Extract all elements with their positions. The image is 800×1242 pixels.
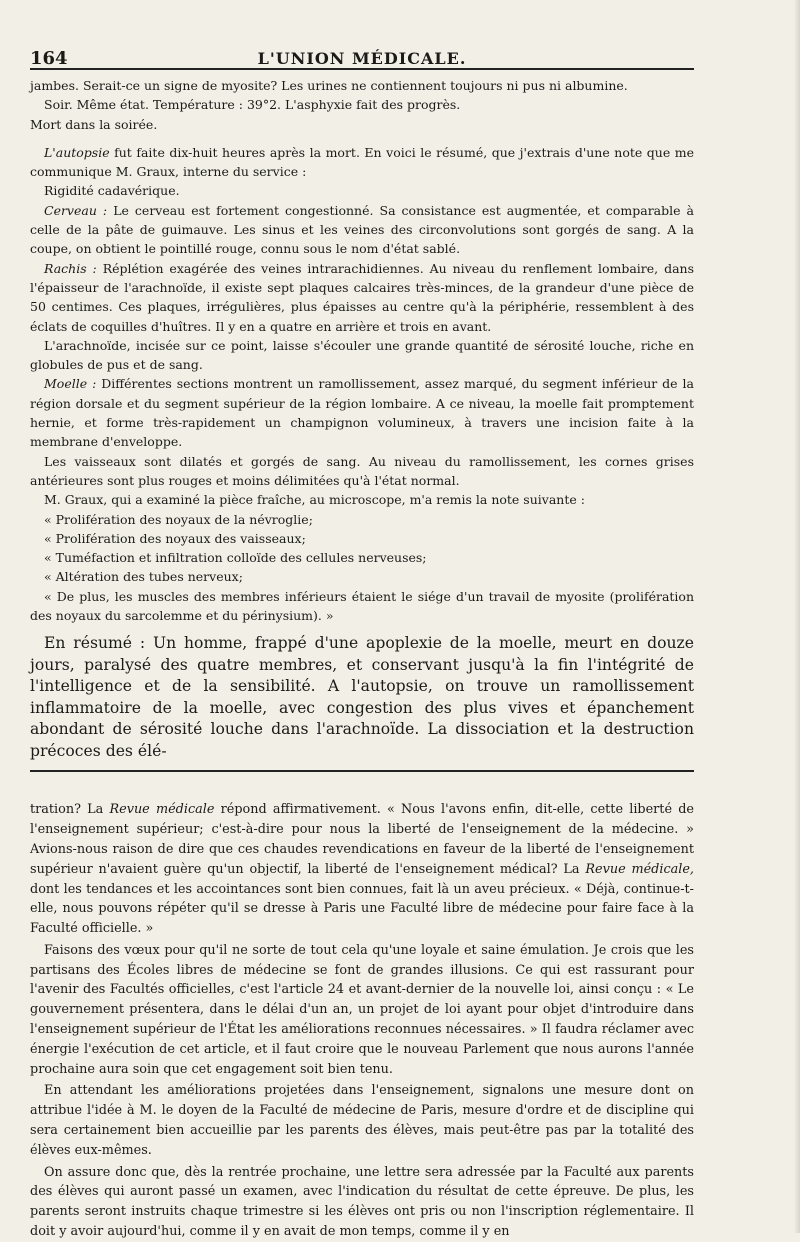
moelle-label: Moelle : xyxy=(44,376,97,392)
revue-text-b: répond affirmativement. « Nous l'avons enfin, dit-elle, cette liberté de l'enseignement supérieur; c'est-à-dire pour nous la liberté de l'enseignement de la médecine. » Avions-nous raison de dire que ces chaudes revendications en faveur de la liberté de l'enseignement supérieur n'avaient guère qu'un objectif, la liberté de l'enseignement médical? La xyxy=(30,802,694,877)
autopsie-label: L'autopsie xyxy=(44,144,110,160)
journal-title: L'UNION MÉDICALE. xyxy=(257,49,467,68)
paragraph-rachis xyxy=(30,259,694,336)
quote-line-5: « De plus, les muscles des membres inférieurs étaient le siége d'un travail de myosite (prolifération des noyaux du sarcolemme et du périnysium). » xyxy=(30,588,694,624)
revue-text-c: dont les tendances et les accointances sont bien connues, fait là un aveu précieux. « Déjà, continue-t-elle, nous pouvons répéter qu'il se dresse à Paris une Faculté libre de médecine pour faire face à la Faculté officielle. » xyxy=(30,881,694,937)
cerveau-label: Cerveau : xyxy=(44,202,108,218)
quote-line-4: « Altération des tubes nerveux; xyxy=(44,569,243,585)
revue-medicale-title-2: Revue médicale, xyxy=(585,861,694,877)
paragraph-graux: M. Graux, qui a examiné la pièce fraîche, au microscope, m'a remis la note suivante : xyxy=(44,492,585,508)
summary-text: En résumé : Un homme, frappé d'une apoplexie de la moelle, meurt en douze jours, paralysé des quatre membres, et conservant jusqu'à la fin l'intégrité de l'intelligence et de la sensibilité. A l'autopsie, on trouve un ramollissement inflammatoire de la moelle, avec congestion des plus vives et épanchement abondant de sérosité louche dans l'arachnoïde. La dissociation et la destruction précoces des élé- xyxy=(30,634,694,760)
paragraph-rentree: On assure donc que, dès la rentrée prochaine, une lettre sera adressée par la Faculté aux parents des élèves qui auront passé un examen, avec l'indication du résultat de cette épreuve. De plus, les parents seront instruits chaque trimestre si les élèves ont pris ou non l'inscription réglementaire. Il doit y avoir aujourd'hui, comme il y en avait de mon temps, comme il y en xyxy=(30,1164,694,1240)
paragraph-cerveau xyxy=(30,201,694,259)
paragraph-soir: Soir. Même état. Température : 39°2. L'asphyxie fait des progrès. xyxy=(44,97,461,113)
summary-section xyxy=(30,633,694,772)
paragraph-voeux: Faisons des vœux pour qu'il ne sorte de tout cela qu'une loyale et saine émulation. Je crois que les partisans des Écoles libres de médecine se font de grandes illusions. Ce qui est rassurant pour l'avenir des Facultés officielles, c'est l'article 24 et avant-dernier de la nouvelle loi, ainsi conçu : « Le gouvernement présentera, dans le délai d'un an, un projet de loi ayant pour objet d'introduire dans l'enseignement supérieur de l'État les améliorations reconnues nécessaires. » Il faudra réclamer avec énergie l'exécution de cet article, et il faut croire que le nouveau Parlement que nous aurons l'année prochaine aura soin que cet engagement soit bien tenu. xyxy=(30,942,694,1077)
quote-line-3: « Tuméfaction et infiltration colloïde des cellules nerveuses; xyxy=(44,550,427,566)
paragraph-mort: Mort dans la soirée. xyxy=(30,116,158,132)
paragraph-arachnoide: L'arachnoïde, incisée sur ce point, laisse s'écouler une grande quantité de sérosité louche, riche en globules de pus et de sang. xyxy=(30,337,694,373)
paragraph-revue xyxy=(30,800,694,939)
paragraph-rigidite: Rigidité cadavérique. xyxy=(44,183,180,199)
moelle-text: Différentes sections montrent un ramollissement, assez marqué, du segment inférieur de la région dorsale et du segment supérieur de la région lombaire. A ce niveau, la moelle fait promptement hernie, et forme très-rapidement un champignon volumineux, à travers une incision faite à la membrane d'enveloppe. xyxy=(30,376,694,450)
page-number: 164 xyxy=(30,48,68,69)
page xyxy=(30,44,694,1242)
cerveau-text: Le cerveau est fortement congestionné. Sa consistance est augmentée, et comparable à celle de la pâte de guimauve. Les sinus et les veines des circonvolutions sont gorgés de sang. A la coupe, on obtient le pointillé rouge, connu sous le nom d'état sablé. xyxy=(30,202,695,257)
rachis-text: Réplétion exagérée des veines intrarachidiennes. Au niveau du renflement lombaire, dans l'épaisseur de l'arachnoïde, il existe sept plaques calcaires très-minces, de la grandeur d'une pièce de 50 centimes. Ces plaques, irrégulières, plus épaisses au centre qu'à la périphérie, ressemblent à des éclats de coquilles d'huîtres. Il y en a quatre en arrière et trois en avant. xyxy=(30,260,694,334)
paragraph-vaisseaux: Les vaisseaux sont dilatés et gorgés de sang. Au niveau du ramollissement, les cornes grises antérieures sont plus rouges et moins délimitées qu'à l'état normal. xyxy=(30,453,694,488)
paragraph-ameliorations: En attendant les améliorations projetées dans l'enseignement, signalons une mesure dont on attribue l'idée à M. le doyen de la Faculté de médecine de Paris, mesure d'ordre et de discipline qui sera certainement bien accueillie par les parents des élèves, mais peut-être pas par la totalité des élèves eux-mêmes. xyxy=(30,1083,694,1158)
rachis-label: Rachis : xyxy=(44,260,97,276)
revue-medicale-title-1: Revue médicale xyxy=(109,802,215,818)
paragraph-jambes: jambes. Serait-ce un signe de myosite? Les urines ne contiennent toujours ni pus ni albumine. xyxy=(30,78,628,93)
feuilleton xyxy=(30,800,694,1242)
quote-line-2: « Prolifération des noyaux des vaisseaux; xyxy=(44,530,306,546)
scan-edge xyxy=(794,0,800,1233)
paragraph-moelle xyxy=(30,374,694,451)
quote-line-1: « Prolifération des noyaux de la névroglie; xyxy=(44,511,313,527)
case-report xyxy=(30,76,694,625)
running-head xyxy=(30,44,694,70)
revue-text-a: tration? La xyxy=(30,802,110,818)
paragraph-autopsie xyxy=(30,143,694,182)
autopsie-text: fut faite dix-huit heures après la mort. En voici le résumé, que j'extrais d'une note que me communique M. Graux, interne du service : xyxy=(30,144,694,180)
